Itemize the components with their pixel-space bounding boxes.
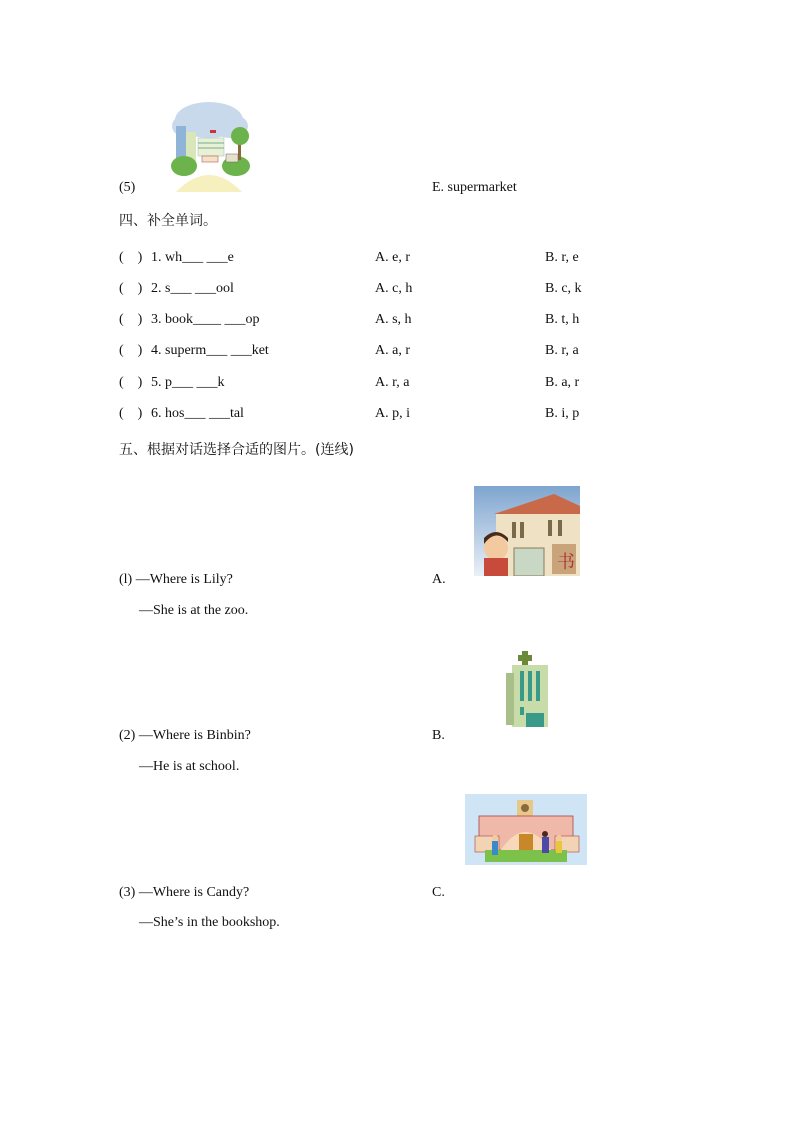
section-4-title: 四、补全单词。 xyxy=(119,213,217,229)
dialog-2-answer: —He is at school. xyxy=(139,759,240,774)
option-b-label[interactable]: B. xyxy=(432,728,445,743)
option-4b: B. r, a xyxy=(545,343,579,358)
svg-text:书: 书 xyxy=(557,552,575,573)
school-image xyxy=(465,794,587,865)
option-6a: A. p, i xyxy=(375,406,410,421)
answer-paren-3[interactable]: ( ) xyxy=(119,312,143,327)
option-6b: B. i, p xyxy=(545,406,580,421)
option-c-label[interactable]: C. xyxy=(432,885,445,900)
option-5a: A. r, a xyxy=(375,375,410,390)
question-5: 5. p___ ___k xyxy=(151,375,225,390)
question-6: 6. hos___ ___tal xyxy=(151,406,244,421)
dialog-3-answer: —She’s in the bookshop. xyxy=(139,915,280,930)
option-e-supermarket: E. supermarket xyxy=(432,180,517,195)
answer-paren-2[interactable]: ( ) xyxy=(119,281,143,296)
question-3: 3. book____ ___op xyxy=(151,312,260,327)
option-3a: A. s, h xyxy=(375,312,412,327)
question-2: 2. s___ ___ool xyxy=(151,281,234,296)
question-4: 4. superm___ ___ket xyxy=(151,343,269,358)
option-1a: A. e, r xyxy=(375,250,410,265)
item-5-label: (5) xyxy=(119,180,136,195)
option-1b: B. r, e xyxy=(545,250,579,265)
option-4a: A. a, r xyxy=(375,343,410,358)
option-2b: B. c, k xyxy=(545,281,582,296)
option-2a: A. c, h xyxy=(375,281,413,296)
answer-paren-1[interactable]: ( ) xyxy=(119,250,143,265)
dialog-1-question: (l) —Where is Lily? xyxy=(119,572,233,587)
answer-paren-6[interactable]: ( ) xyxy=(119,406,143,421)
dialog-3-question: (3) —Where is Candy? xyxy=(119,885,250,900)
bookshop-image xyxy=(474,486,580,576)
dialog-2-question: (2) —Where is Binbin? xyxy=(119,728,251,743)
dialog-1-answer: —She is at the zoo. xyxy=(139,603,249,618)
option-a-label[interactable]: A. xyxy=(432,572,446,587)
answer-paren-5[interactable]: ( ) xyxy=(119,375,143,390)
question-1: 1. wh___ ___e xyxy=(151,250,234,265)
option-5b: B. a, r xyxy=(545,375,580,390)
option-3b: B. t, h xyxy=(545,312,580,327)
section-5-title: 五、根据对话选择合适的图片。(连线) xyxy=(119,442,354,458)
park-image xyxy=(166,98,252,192)
answer-paren-4[interactable]: ( ) xyxy=(119,343,143,358)
hospital-image xyxy=(506,651,550,727)
